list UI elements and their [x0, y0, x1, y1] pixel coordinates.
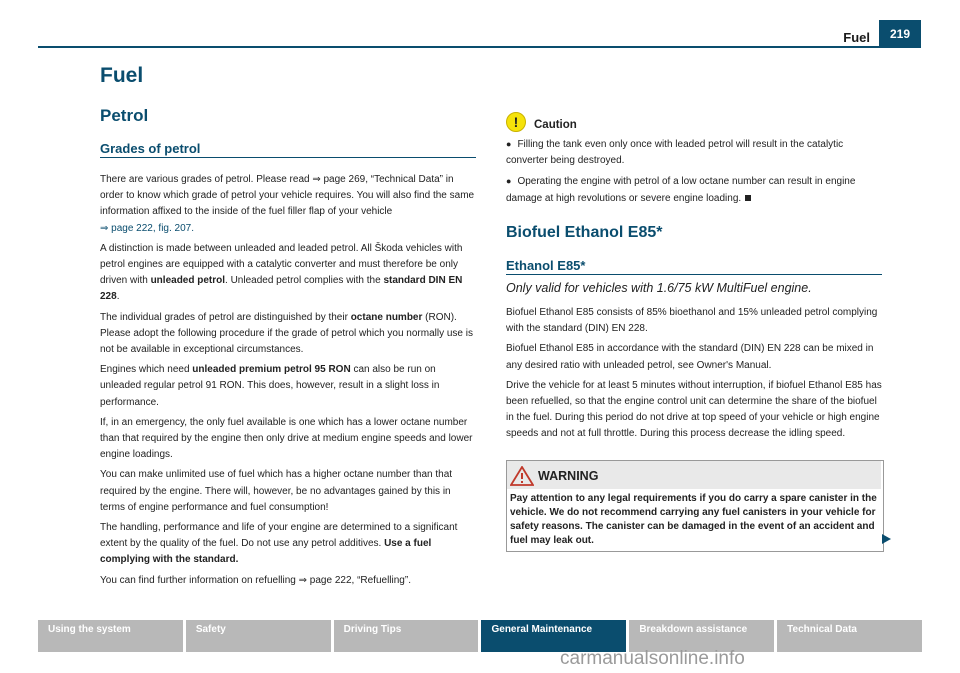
warning-title: WARNING: [538, 469, 599, 483]
subsection-heading-grades: Grades of petrol: [100, 141, 201, 156]
paragraph: You can find further information on refuelling ⇒ page 222, “Refuelling”.: [100, 574, 411, 586]
applicability-note: Only valid for vehicles with 1.6/75 kW MultiFuel engine.: [506, 281, 812, 295]
paragraph: If, in an emergency, the only fuel available is one which has a lower octane number than that required by the engine then only drive at medium engine speeds and lower engine loadings.: [100, 416, 473, 461]
paragraph: [100, 520, 478, 569]
chapter-navigation: [38, 620, 922, 652]
subsection-rule: [100, 157, 476, 158]
caution-icon: !: [506, 112, 526, 132]
tab-technical-data[interactable]: Technical Data: [777, 620, 922, 652]
section-heading-biofuel: Biofuel Ethanol E85*: [506, 224, 663, 241]
end-of-section-icon: [745, 195, 751, 201]
page-title: Fuel: [100, 64, 144, 87]
page-number: 219: [879, 20, 921, 48]
paragraph-text: There are various grades of petrol. Please read ⇒ page 269, “Technical Data” in order to know which grade of petrol your vehicle requires. You will also find the same information affixed to the inside of the fuel filler flap of your vehicle: [100, 174, 475, 218]
caution-list: [506, 136, 882, 211]
paragraph-text: (RON). Please adopt the following procedure if the grade of petrol which you normally use is not be available in exceptional circumstances.: [100, 311, 473, 356]
paragraph-text: A distinction is made between unleaded and leaded petrol. All Škoda vehicles with petrol engines are equipped with a catalytic converter and must therefore be only driven with: [100, 242, 463, 287]
bold-term: octane number: [350, 311, 423, 323]
paragraph: [100, 172, 478, 237]
paragraph-text: The individual grades of petrol are distinguished by their: [100, 311, 351, 323]
header-rule: [38, 46, 920, 48]
paragraph: Biofuel Ethanol E85 consists of 85% bioethanol and 15% unleaded petrol complying with the standard (DIN) EN 228.: [506, 307, 878, 335]
bold-term: standard DIN EN 228: [100, 275, 463, 303]
paragraph: Drive the vehicle for at least 5 minutes without interruption, if biofuel Ethanol E85 has been refuelled, so that the engine control unit can determine the share of the biofuel in the fuel. During this period do not drive at top speed of your vehicle or high engine speeds and not at full throttle. During this process decrease the idling speed.: [506, 379, 882, 440]
bold-term: Use a fuel complying with the standard.: [100, 538, 432, 566]
subsection-heading-ethanol: Ethanol E85*: [506, 258, 586, 273]
running-header-title: Fuel: [843, 30, 870, 45]
warning-text: Pay attention to any legal requirements if you do carry a spare canister in the vehicle. We do not recommend carrying any fuel canisters in your vehicle for safety reasons. The canister can be damaged in the event of an accident and fuel may leak out.: [510, 493, 877, 546]
paragraph: [100, 362, 478, 411]
paragraph: [100, 310, 478, 359]
list-item: [506, 173, 882, 206]
section-heading-petrol: Petrol: [100, 106, 149, 125]
bullet-icon: ●: [506, 139, 512, 149]
paragraph: [100, 241, 478, 306]
list-item: [506, 136, 882, 169]
tab-safety[interactable]: Safety: [186, 620, 334, 652]
list-item-text: Filling the tank even only once with leaded petrol will result in the catalytic converter being destroyed.: [506, 139, 844, 167]
warning-triangle-icon: [510, 466, 534, 486]
bold-term: unleaded premium petrol 95 RON: [192, 364, 351, 376]
tab-driving-tips[interactable]: Driving Tips: [334, 620, 482, 652]
tab-general-maintenance[interactable]: General Maintenance: [481, 620, 629, 652]
paragraph-text: .: [116, 291, 120, 303]
paragraph-text: can also be run on unleaded regular petrol 91 RON. This does, however, result in a slight loss in performance.: [100, 364, 440, 408]
right-column-text: [506, 305, 884, 447]
continue-arrow-icon[interactable]: [882, 534, 891, 544]
list-item-text: Operating the engine with petrol of a low octane number can result in engine damage at high revolutions or severe engine loading.: [506, 176, 856, 204]
left-column-text: [100, 172, 478, 593]
tab-using-the-system[interactable]: Using the system: [38, 620, 186, 652]
bullet-icon: ●: [506, 176, 512, 187]
watermark: carmanualsonline.info: [560, 648, 745, 669]
paragraph: Biofuel Ethanol E85 in accordance with the standard (DIN) EN 228 can be mixed in any desired ratio with unleaded petrol, see Owner's Manual.: [506, 343, 874, 371]
paragraph-text: Engines which need: [100, 364, 193, 376]
caution-title: Caution: [534, 119, 577, 131]
paragraph-text: The handling, performance and life of your engine are determined to a significant extent by the quality of the fuel. Do not use any petrol additives.: [100, 522, 458, 550]
tab-breakdown-assistance[interactable]: Breakdown assistance: [629, 620, 777, 652]
paragraph-text: . Unleaded petrol complies with the: [225, 275, 384, 287]
paragraph: You can make unlimited use of fuel which has a higher octane number than that required by the engine. There will, however, be no advantages gained by this in terms of engine performance and fuel consumption!: [100, 469, 453, 513]
subsection-rule: [506, 274, 882, 275]
bold-term: unleaded petrol: [150, 275, 226, 287]
page-reference-link[interactable]: ⇒ page 222, fig. 207.: [100, 222, 195, 234]
